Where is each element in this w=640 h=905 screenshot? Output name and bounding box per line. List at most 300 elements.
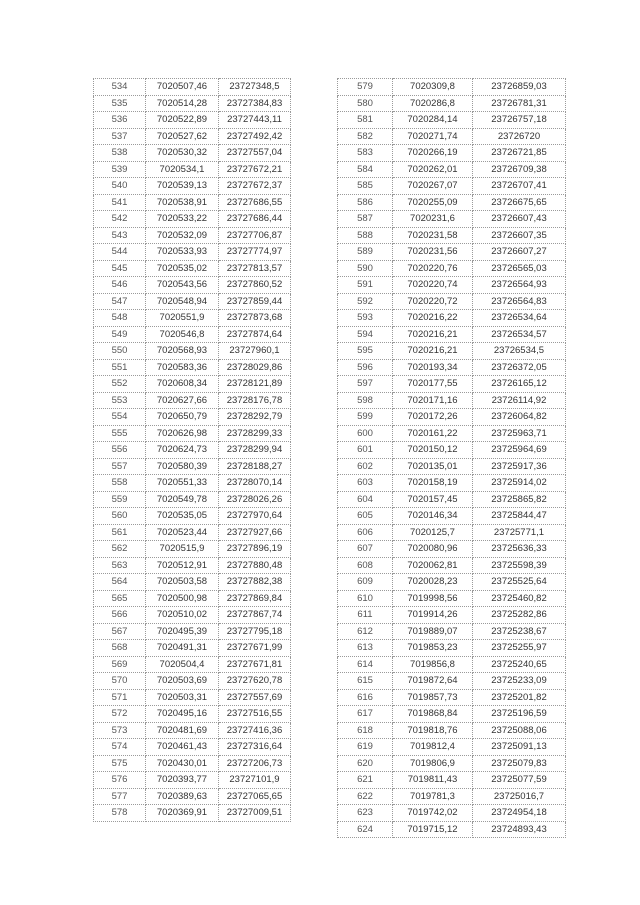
y-coordinate-cell: 23726064,82 <box>473 409 566 426</box>
x-coordinate-cell: 7020177,55 <box>393 376 473 393</box>
table-row <box>338 359 566 376</box>
table-row <box>94 442 291 459</box>
y-coordinate-cell: 23725964,69 <box>473 442 566 459</box>
x-coordinate-cell: 7020530,32 <box>146 145 219 162</box>
table-row <box>338 739 566 756</box>
table-row <box>94 640 291 657</box>
x-coordinate-cell: 7020568,93 <box>146 343 219 360</box>
point-number-cell: 563 <box>94 557 146 574</box>
x-coordinate-cell: 7020533,93 <box>146 244 219 261</box>
point-number-cell: 575 <box>94 755 146 772</box>
y-coordinate-cell: 23727774,97 <box>219 244 291 261</box>
table-row <box>338 805 566 822</box>
table-row <box>338 161 566 178</box>
y-coordinate-cell: 23727620,78 <box>219 673 291 690</box>
y-coordinate-cell: 23725844,47 <box>473 508 566 525</box>
point-number-cell: 547 <box>94 293 146 310</box>
x-coordinate-cell: 7019872,64 <box>393 673 473 690</box>
y-coordinate-cell: 23727557,69 <box>219 689 291 706</box>
x-coordinate-cell: 7020504,4 <box>146 656 219 673</box>
table-row <box>94 673 291 690</box>
table-row <box>338 442 566 459</box>
point-number-cell: 548 <box>94 310 146 327</box>
table-body <box>94 79 291 822</box>
x-coordinate-cell: 7019781,3 <box>393 788 473 805</box>
table-row <box>94 541 291 558</box>
table-row <box>94 244 291 261</box>
x-coordinate-cell: 7020171,16 <box>393 392 473 409</box>
y-coordinate-cell: 23728299,33 <box>219 425 291 442</box>
table-row <box>94 161 291 178</box>
y-coordinate-cell: 23727960,1 <box>219 343 291 360</box>
table-row <box>338 409 566 426</box>
y-coordinate-cell: 23727880,48 <box>219 557 291 574</box>
table-row <box>338 623 566 640</box>
x-coordinate-cell: 7020626,98 <box>146 425 219 442</box>
table-row <box>338 706 566 723</box>
x-coordinate-cell: 7020523,44 <box>146 524 219 541</box>
x-coordinate-cell: 7020514,28 <box>146 95 219 112</box>
table-row <box>94 112 291 129</box>
table-row <box>338 656 566 673</box>
point-number-cell: 603 <box>338 475 393 492</box>
y-coordinate-cell: 23726707,41 <box>473 178 566 195</box>
point-number-cell: 559 <box>94 491 146 508</box>
table-row <box>94 557 291 574</box>
table-row <box>94 590 291 607</box>
y-coordinate-cell: 23726534,64 <box>473 310 566 327</box>
point-number-cell: 543 <box>94 227 146 244</box>
x-coordinate-cell: 7020267,07 <box>393 178 473 195</box>
table-row <box>94 788 291 805</box>
table-row <box>94 178 291 195</box>
point-number-cell: 582 <box>338 128 393 145</box>
point-number-cell: 546 <box>94 277 146 294</box>
x-coordinate-cell: 7020284,14 <box>393 112 473 129</box>
table-row <box>94 392 291 409</box>
y-coordinate-cell: 23725636,33 <box>473 541 566 558</box>
table-row <box>338 277 566 294</box>
x-coordinate-cell: 7020231,6 <box>393 211 473 228</box>
point-number-cell: 624 <box>338 821 393 838</box>
y-coordinate-cell: 23726709,38 <box>473 161 566 178</box>
table-row <box>338 343 566 360</box>
table-row <box>338 821 566 838</box>
point-number-cell: 545 <box>94 260 146 277</box>
x-coordinate-cell: 7020551,9 <box>146 310 219 327</box>
table-row <box>94 227 291 244</box>
y-coordinate-cell: 23725088,06 <box>473 722 566 739</box>
point-number-cell: 611 <box>338 607 393 624</box>
point-number-cell: 585 <box>338 178 393 195</box>
point-number-cell: 594 <box>338 326 393 343</box>
x-coordinate-cell: 7020491,31 <box>146 640 219 657</box>
y-coordinate-cell: 23727867,74 <box>219 607 291 624</box>
x-coordinate-cell: 7020271,74 <box>393 128 473 145</box>
point-number-cell: 551 <box>94 359 146 376</box>
x-coordinate-cell: 7019889,07 <box>393 623 473 640</box>
y-coordinate-cell: 23727882,38 <box>219 574 291 591</box>
point-number-cell: 562 <box>94 541 146 558</box>
point-number-cell: 566 <box>94 607 146 624</box>
y-coordinate-cell: 23726720 <box>473 128 566 145</box>
x-coordinate-cell: 7020527,62 <box>146 128 219 145</box>
y-coordinate-cell: 23727927,66 <box>219 524 291 541</box>
x-coordinate-cell: 7020546,8 <box>146 326 219 343</box>
y-coordinate-cell: 23725016,7 <box>473 788 566 805</box>
point-number-cell: 587 <box>338 211 393 228</box>
point-number-cell: 539 <box>94 161 146 178</box>
x-coordinate-cell: 7019811,43 <box>393 772 473 789</box>
y-coordinate-cell: 23726721,85 <box>473 145 566 162</box>
x-coordinate-cell: 7020495,39 <box>146 623 219 640</box>
x-coordinate-cell: 7020481,69 <box>146 722 219 739</box>
point-number-cell: 541 <box>94 194 146 211</box>
y-coordinate-cell: 23727813,57 <box>219 260 291 277</box>
x-coordinate-cell: 7020624,73 <box>146 442 219 459</box>
table-row <box>94 491 291 508</box>
point-number-cell: 589 <box>338 244 393 261</box>
y-coordinate-cell: 23725771,1 <box>473 524 566 541</box>
x-coordinate-cell: 7020548,94 <box>146 293 219 310</box>
table-row <box>338 194 566 211</box>
point-number-cell: 569 <box>94 656 146 673</box>
x-coordinate-cell: 7020266,19 <box>393 145 473 162</box>
y-coordinate-cell: 23725077,59 <box>473 772 566 789</box>
table-row <box>94 689 291 706</box>
point-number-cell: 537 <box>94 128 146 145</box>
x-coordinate-cell: 7020583,36 <box>146 359 219 376</box>
table-row <box>338 178 566 195</box>
y-coordinate-cell: 23728029,86 <box>219 359 291 376</box>
y-coordinate-cell: 23727009,51 <box>219 805 291 822</box>
y-coordinate-cell: 23725091,13 <box>473 739 566 756</box>
y-coordinate-cell: 23728292,79 <box>219 409 291 426</box>
table-row <box>94 343 291 360</box>
table-row <box>94 145 291 162</box>
table-row <box>94 805 291 822</box>
y-coordinate-cell: 23725079,83 <box>473 755 566 772</box>
point-number-cell: 606 <box>338 524 393 541</box>
y-coordinate-cell: 23727686,44 <box>219 211 291 228</box>
y-coordinate-cell: 23727557,04 <box>219 145 291 162</box>
table-row <box>338 590 566 607</box>
y-coordinate-cell: 23727860,52 <box>219 277 291 294</box>
x-coordinate-cell: 7020262,01 <box>393 161 473 178</box>
point-number-cell: 572 <box>94 706 146 723</box>
point-number-cell: 607 <box>338 541 393 558</box>
point-number-cell: 580 <box>338 95 393 112</box>
x-coordinate-cell: 7020503,58 <box>146 574 219 591</box>
point-number-cell: 623 <box>338 805 393 822</box>
point-number-cell: 534 <box>94 79 146 96</box>
table-row <box>94 458 291 475</box>
table-row <box>338 227 566 244</box>
table-row <box>94 607 291 624</box>
table-row <box>94 359 291 376</box>
point-number-cell: 564 <box>94 574 146 591</box>
y-coordinate-cell: 23727206,73 <box>219 755 291 772</box>
table-row <box>338 689 566 706</box>
table-row <box>94 79 291 96</box>
coordinates-table-right <box>337 78 566 838</box>
point-number-cell: 573 <box>94 722 146 739</box>
point-number-cell: 619 <box>338 739 393 756</box>
x-coordinate-cell: 7020369,91 <box>146 805 219 822</box>
point-number-cell: 568 <box>94 640 146 657</box>
y-coordinate-cell: 23725460,82 <box>473 590 566 607</box>
point-number-cell: 588 <box>338 227 393 244</box>
y-coordinate-cell: 23726757,18 <box>473 112 566 129</box>
x-coordinate-cell: 7020515,9 <box>146 541 219 558</box>
table-row <box>94 293 291 310</box>
table-row <box>338 376 566 393</box>
point-number-cell: 549 <box>94 326 146 343</box>
point-number-cell: 561 <box>94 524 146 541</box>
x-coordinate-cell: 7020580,39 <box>146 458 219 475</box>
x-coordinate-cell: 7019856,8 <box>393 656 473 673</box>
point-number-cell: 540 <box>94 178 146 195</box>
y-coordinate-cell: 23725598,39 <box>473 557 566 574</box>
point-number-cell: 538 <box>94 145 146 162</box>
x-coordinate-cell: 7019715,12 <box>393 821 473 838</box>
table-row <box>338 145 566 162</box>
table-row <box>338 574 566 591</box>
point-number-cell: 583 <box>338 145 393 162</box>
x-coordinate-cell: 7020549,78 <box>146 491 219 508</box>
x-coordinate-cell: 7020062,81 <box>393 557 473 574</box>
y-coordinate-cell: 23727706,87 <box>219 227 291 244</box>
x-coordinate-cell: 7020231,56 <box>393 244 473 261</box>
table-row <box>94 772 291 789</box>
point-number-cell: 608 <box>338 557 393 574</box>
table-row <box>94 623 291 640</box>
point-number-cell: 599 <box>338 409 393 426</box>
y-coordinate-cell: 23727869,84 <box>219 590 291 607</box>
y-coordinate-cell: 23725525,64 <box>473 574 566 591</box>
point-number-cell: 617 <box>338 706 393 723</box>
x-coordinate-cell: 7020135,01 <box>393 458 473 475</box>
x-coordinate-cell: 7020627,66 <box>146 392 219 409</box>
table-row <box>94 260 291 277</box>
x-coordinate-cell: 7020080,96 <box>393 541 473 558</box>
table-row <box>338 557 566 574</box>
point-number-cell: 556 <box>94 442 146 459</box>
point-number-cell: 618 <box>338 722 393 739</box>
x-coordinate-cell: 7020393,77 <box>146 772 219 789</box>
y-coordinate-cell: 23727874,64 <box>219 326 291 343</box>
x-coordinate-cell: 7020231,58 <box>393 227 473 244</box>
point-number-cell: 542 <box>94 211 146 228</box>
x-coordinate-cell: 7020539,13 <box>146 178 219 195</box>
table-row <box>94 722 291 739</box>
table-row <box>94 706 291 723</box>
x-coordinate-cell: 7019853,23 <box>393 640 473 657</box>
table-row <box>338 508 566 525</box>
x-coordinate-cell: 7020543,56 <box>146 277 219 294</box>
table-row <box>338 788 566 805</box>
x-coordinate-cell: 7020220,76 <box>393 260 473 277</box>
point-number-cell: 602 <box>338 458 393 475</box>
table-row <box>338 211 566 228</box>
table-row <box>338 524 566 541</box>
point-number-cell: 574 <box>94 739 146 756</box>
point-number-cell: 584 <box>338 161 393 178</box>
point-number-cell: 552 <box>94 376 146 393</box>
table-row <box>338 475 566 492</box>
table-row <box>338 293 566 310</box>
x-coordinate-cell: 7020309,8 <box>393 79 473 96</box>
point-number-cell: 597 <box>338 376 393 393</box>
y-coordinate-cell: 23727686,55 <box>219 194 291 211</box>
x-coordinate-cell: 7019812,4 <box>393 739 473 756</box>
table-row <box>338 260 566 277</box>
point-number-cell: 609 <box>338 574 393 591</box>
table-row <box>94 376 291 393</box>
x-coordinate-cell: 7020495,16 <box>146 706 219 723</box>
x-coordinate-cell: 7020534,1 <box>146 161 219 178</box>
x-coordinate-cell: 7020216,21 <box>393 326 473 343</box>
y-coordinate-cell: 23727348,5 <box>219 79 291 96</box>
table-row <box>338 607 566 624</box>
y-coordinate-cell: 23727492,42 <box>219 128 291 145</box>
point-number-cell: 535 <box>94 95 146 112</box>
point-number-cell: 620 <box>338 755 393 772</box>
y-coordinate-cell: 23727795,18 <box>219 623 291 640</box>
table-row <box>338 458 566 475</box>
y-coordinate-cell: 23727672,37 <box>219 178 291 195</box>
table-row <box>338 95 566 112</box>
point-number-cell: 595 <box>338 343 393 360</box>
table-row <box>338 392 566 409</box>
table-row <box>338 128 566 145</box>
x-coordinate-cell: 7019998,56 <box>393 590 473 607</box>
coordinates-table-left <box>93 78 291 822</box>
y-coordinate-cell: 23727443,11 <box>219 112 291 129</box>
x-coordinate-cell: 7020500,98 <box>146 590 219 607</box>
point-number-cell: 554 <box>94 409 146 426</box>
x-coordinate-cell: 7020503,69 <box>146 673 219 690</box>
point-number-cell: 576 <box>94 772 146 789</box>
y-coordinate-cell: 23726859,03 <box>473 79 566 96</box>
point-number-cell: 586 <box>338 194 393 211</box>
y-coordinate-cell: 23727873,68 <box>219 310 291 327</box>
y-coordinate-cell: 23725196,59 <box>473 706 566 723</box>
y-coordinate-cell: 23728070,14 <box>219 475 291 492</box>
x-coordinate-cell: 7020503,31 <box>146 689 219 706</box>
y-coordinate-cell: 23727101,9 <box>219 772 291 789</box>
y-coordinate-cell: 23728188,27 <box>219 458 291 475</box>
y-coordinate-cell: 23727516,55 <box>219 706 291 723</box>
x-coordinate-cell: 7020461,43 <box>146 739 219 756</box>
y-coordinate-cell: 23726534,57 <box>473 326 566 343</box>
x-coordinate-cell: 7020430,01 <box>146 755 219 772</box>
point-number-cell: 614 <box>338 656 393 673</box>
y-coordinate-cell: 23727896,19 <box>219 541 291 558</box>
point-number-cell: 590 <box>338 260 393 277</box>
x-coordinate-cell: 7019742,02 <box>393 805 473 822</box>
table-row <box>94 574 291 591</box>
point-number-cell: 565 <box>94 590 146 607</box>
point-number-cell: 567 <box>94 623 146 640</box>
point-number-cell: 553 <box>94 392 146 409</box>
y-coordinate-cell: 23726372,05 <box>473 359 566 376</box>
y-coordinate-cell: 23726607,43 <box>473 211 566 228</box>
x-coordinate-cell: 7020255,09 <box>393 194 473 211</box>
y-coordinate-cell: 23727859,44 <box>219 293 291 310</box>
y-coordinate-cell: 23725917,36 <box>473 458 566 475</box>
x-coordinate-cell: 7020220,72 <box>393 293 473 310</box>
y-coordinate-cell: 23727316,64 <box>219 739 291 756</box>
table-row <box>94 310 291 327</box>
x-coordinate-cell: 7020193,34 <box>393 359 473 376</box>
table-row <box>338 673 566 690</box>
point-number-cell: 570 <box>94 673 146 690</box>
point-number-cell: 598 <box>338 392 393 409</box>
point-number-cell: 622 <box>338 788 393 805</box>
y-coordinate-cell: 23727384,83 <box>219 95 291 112</box>
y-coordinate-cell: 23726675,65 <box>473 194 566 211</box>
y-coordinate-cell: 23726564,93 <box>473 277 566 294</box>
y-coordinate-cell: 23725255,97 <box>473 640 566 657</box>
table-row <box>94 194 291 211</box>
y-coordinate-cell: 23725282,86 <box>473 607 566 624</box>
table-row <box>94 524 291 541</box>
x-coordinate-cell: 7019818,76 <box>393 722 473 739</box>
point-number-cell: 604 <box>338 491 393 508</box>
y-coordinate-cell: 23728299,94 <box>219 442 291 459</box>
point-number-cell: 536 <box>94 112 146 129</box>
point-number-cell: 571 <box>94 689 146 706</box>
table-row <box>338 425 566 442</box>
point-number-cell: 613 <box>338 640 393 657</box>
table-row <box>94 277 291 294</box>
table-row <box>94 508 291 525</box>
table-row <box>94 128 291 145</box>
x-coordinate-cell: 7020216,21 <box>393 343 473 360</box>
x-coordinate-cell: 7020533,22 <box>146 211 219 228</box>
y-coordinate-cell: 23727065,65 <box>219 788 291 805</box>
point-number-cell: 593 <box>338 310 393 327</box>
x-coordinate-cell: 7020522,89 <box>146 112 219 129</box>
point-number-cell: 621 <box>338 772 393 789</box>
table-row <box>94 425 291 442</box>
point-number-cell: 550 <box>94 343 146 360</box>
table-row <box>338 640 566 657</box>
point-number-cell: 612 <box>338 623 393 640</box>
x-coordinate-cell: 7020158,19 <box>393 475 473 492</box>
y-coordinate-cell: 23728026,26 <box>219 491 291 508</box>
table-row <box>338 755 566 772</box>
x-coordinate-cell: 7020650,79 <box>146 409 219 426</box>
table-row <box>94 326 291 343</box>
x-coordinate-cell: 7020532,09 <box>146 227 219 244</box>
x-coordinate-cell: 7020216,22 <box>393 310 473 327</box>
x-coordinate-cell: 7020161,22 <box>393 425 473 442</box>
table-body <box>338 79 566 838</box>
y-coordinate-cell: 23726165,12 <box>473 376 566 393</box>
point-number-cell: 605 <box>338 508 393 525</box>
table-row <box>94 95 291 112</box>
point-number-cell: 558 <box>94 475 146 492</box>
table-row <box>338 541 566 558</box>
y-coordinate-cell: 23727671,81 <box>219 656 291 673</box>
table-row <box>338 79 566 96</box>
point-number-cell: 560 <box>94 508 146 525</box>
y-coordinate-cell: 23727416,36 <box>219 722 291 739</box>
y-coordinate-cell: 23726564,83 <box>473 293 566 310</box>
y-coordinate-cell: 23725963,71 <box>473 425 566 442</box>
